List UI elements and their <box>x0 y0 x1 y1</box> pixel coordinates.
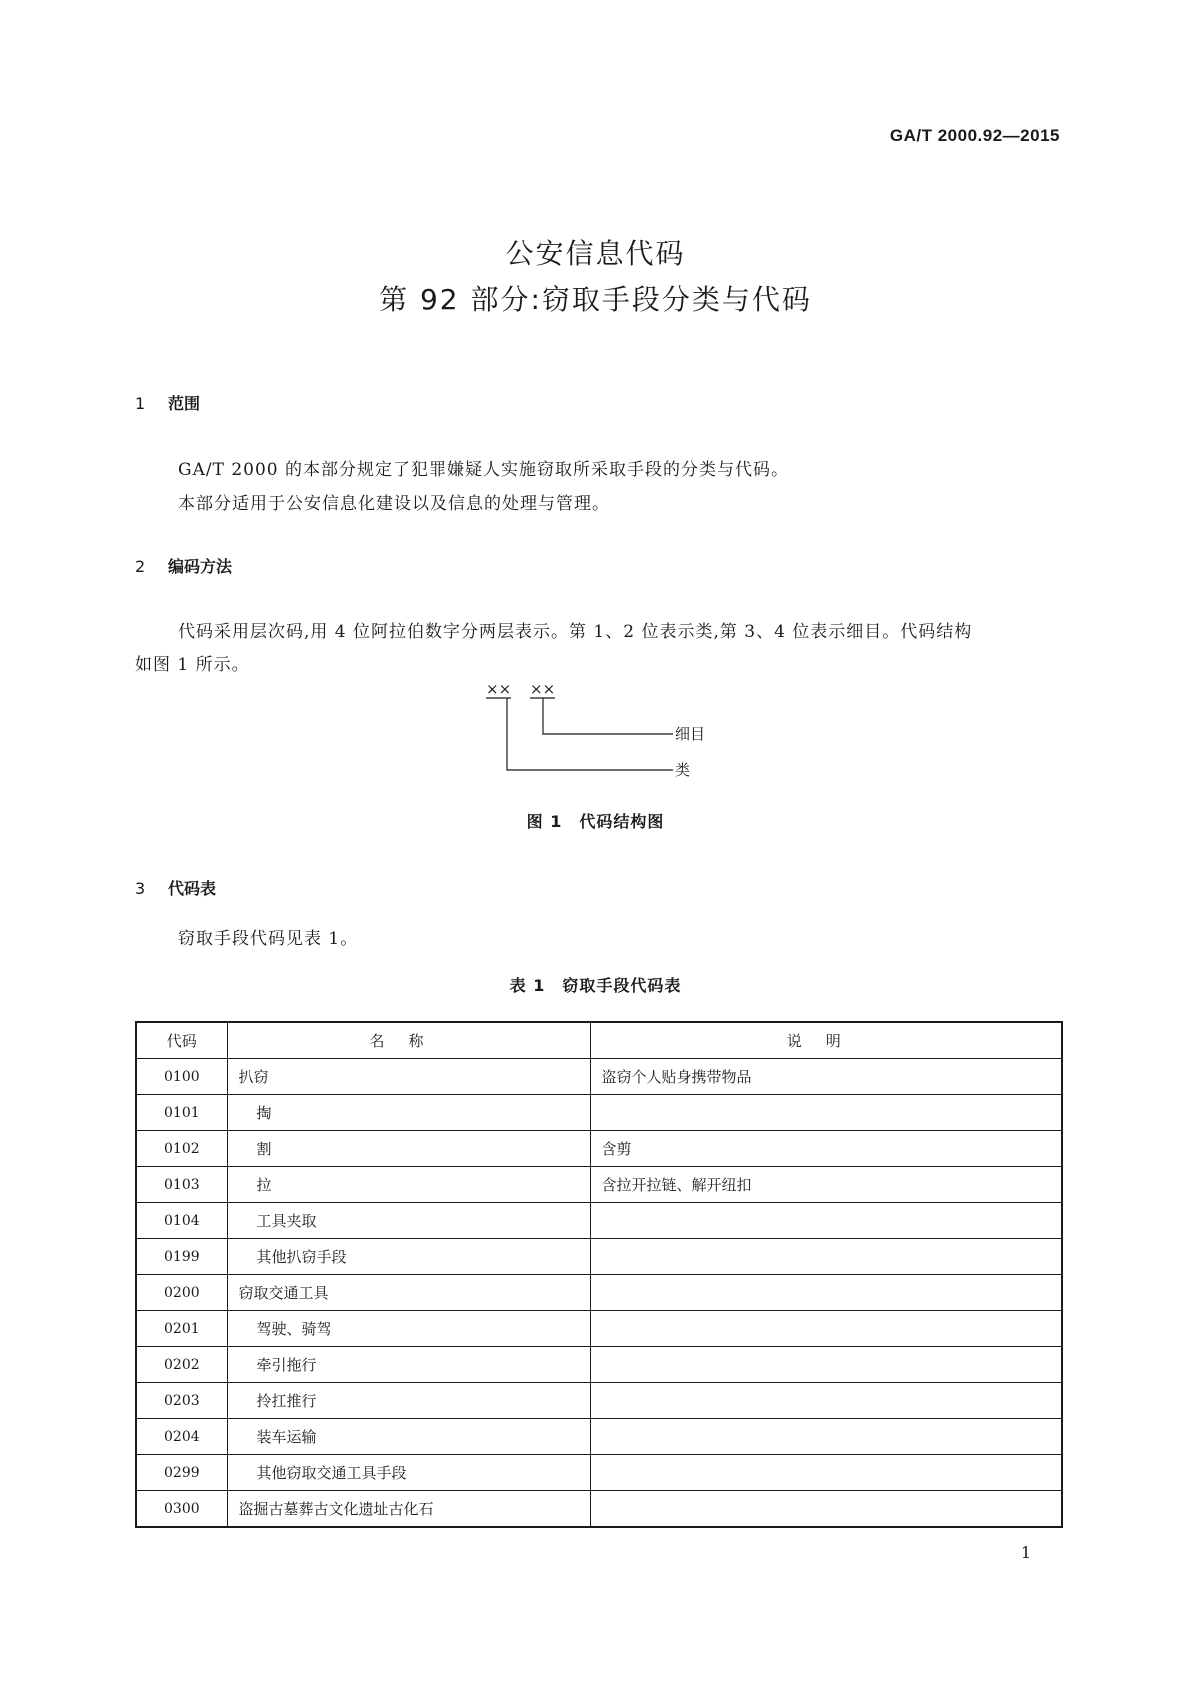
diagram-class-label: 类 <box>675 761 691 779</box>
cell-description <box>590 1383 1062 1419</box>
table-row <box>136 1239 1062 1275</box>
section-1-paragraph-2: 本部分适用于公安信息化建设以及信息的处理与管理。 <box>178 494 610 514</box>
table-row <box>136 1491 1062 1528</box>
diagram-detail-digits: ×× <box>530 680 556 698</box>
table-row <box>136 1347 1062 1383</box>
document-code: GA/T 2000.92—2015 <box>889 126 1060 145</box>
code-structure-diagram <box>0 0 1191 800</box>
section-3-heading <box>135 876 216 899</box>
section-3-paragraph: 窃取手段代码见表 1。 <box>178 929 359 949</box>
cell-description <box>590 1239 1062 1275</box>
section-3-title: 代码表 <box>168 879 217 898</box>
diagram-class-digits: ×× <box>486 680 512 698</box>
cell-description: 含拉开拉链、解开纽扣 <box>590 1167 1062 1203</box>
table-row <box>136 1167 1062 1203</box>
cell-code: 0201 <box>136 1311 227 1347</box>
cell-name: 割 <box>227 1131 590 1167</box>
table-row <box>136 1275 1062 1311</box>
cell-code: 0299 <box>136 1455 227 1491</box>
section-2-paragraph-line-1: 代码采用层次码,用 4 位阿拉伯数字分两层表示。第 1、2 位表示类,第 3、4 位表示细目。代码结构 <box>178 622 973 642</box>
section-1-number: 1 <box>135 394 146 413</box>
diagram-detail-connector <box>543 698 673 734</box>
table-row <box>136 1383 1062 1419</box>
cell-name: 扒窃 <box>227 1059 590 1095</box>
cell-code: 0103 <box>136 1167 227 1203</box>
cell-code: 0204 <box>136 1419 227 1455</box>
cell-code: 0104 <box>136 1203 227 1239</box>
cell-code: 0101 <box>136 1095 227 1131</box>
section-1-paragraph-1: GA/T 2000 的本部分规定了犯罪嫌疑人实施窃取所采取手段的分类与代码。 <box>178 460 789 480</box>
table-1-caption: 表 1 窃取手段代码表 <box>509 976 682 995</box>
cell-name: 牵引拖行 <box>227 1347 590 1383</box>
cell-name: 驾驶、骑驾 <box>227 1311 590 1347</box>
column-header-name: 名称 <box>227 1022 590 1059</box>
cell-name: 工具夹取 <box>227 1203 590 1239</box>
title-line-2: 第 92 部分:窃取手段分类与代码 <box>379 283 812 316</box>
cell-description: 含剪 <box>590 1131 1062 1167</box>
cell-name: 其他扒窃手段 <box>227 1239 590 1275</box>
table-row <box>136 1059 1062 1095</box>
title-line-1: 公安信息代码 <box>505 237 686 270</box>
table-row <box>136 1455 1062 1491</box>
table-header-row <box>136 1022 1062 1059</box>
cell-description <box>590 1419 1062 1455</box>
cell-description <box>590 1311 1062 1347</box>
figure-1-caption: 图 1 代码结构图 <box>526 812 665 831</box>
cell-description <box>590 1455 1062 1491</box>
column-header-code: 代码 <box>136 1022 227 1059</box>
cell-description <box>590 1491 1062 1528</box>
table-row <box>136 1419 1062 1455</box>
cell-description <box>590 1203 1062 1239</box>
cell-name: 拎扛推行 <box>227 1383 590 1419</box>
cell-description: 盗窃个人贴身携带物品 <box>590 1059 1062 1095</box>
cell-name: 掏 <box>227 1095 590 1131</box>
cell-code: 0100 <box>136 1059 227 1095</box>
code-table <box>135 1021 1063 1528</box>
table-row <box>136 1203 1062 1239</box>
section-3-number: 3 <box>135 879 146 898</box>
cell-name: 窃取交通工具 <box>227 1275 590 1311</box>
table-row <box>136 1095 1062 1131</box>
section-2-paragraph-line-2: 如图 1 所示。 <box>135 655 250 675</box>
cell-code: 0203 <box>136 1383 227 1419</box>
table-row <box>136 1131 1062 1167</box>
table-row <box>136 1311 1062 1347</box>
cell-code: 0200 <box>136 1275 227 1311</box>
cell-description <box>590 1347 1062 1383</box>
column-header-description: 说明 <box>590 1022 1062 1059</box>
diagram-detail-label: 细目 <box>675 725 706 743</box>
section-1-title: 范围 <box>168 394 201 413</box>
cell-name: 拉 <box>227 1167 590 1203</box>
section-2-number: 2 <box>135 557 146 576</box>
cell-name: 盗掘古墓葬古文化遗址古化石 <box>227 1491 590 1528</box>
cell-code: 0300 <box>136 1491 227 1528</box>
cell-description <box>590 1275 1062 1311</box>
cell-name: 装车运输 <box>227 1419 590 1455</box>
cell-code: 0199 <box>136 1239 227 1275</box>
page-number: 1 <box>1020 1543 1031 1562</box>
cell-code: 0102 <box>136 1131 227 1167</box>
cell-description <box>590 1095 1062 1131</box>
cell-name: 其他窃取交通工具手段 <box>227 1455 590 1491</box>
cell-code: 0202 <box>136 1347 227 1383</box>
section-2-title: 编码方法 <box>168 557 233 576</box>
